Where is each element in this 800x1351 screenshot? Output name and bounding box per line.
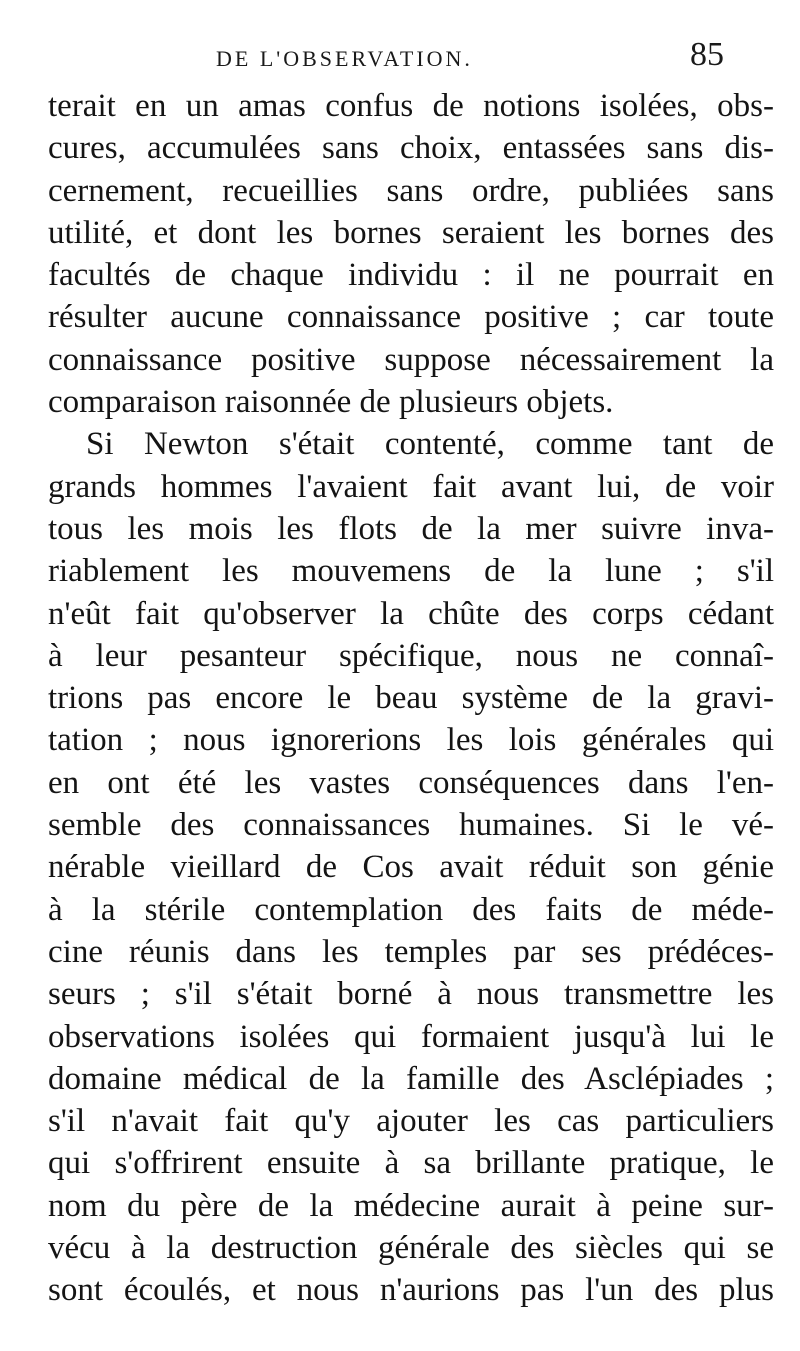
text-line: connaissance positive suppose nécessairement la (48, 341, 774, 378)
text-line: cures, accumulées sans choix, entassées sans dis- (48, 130, 774, 167)
text-line: en ont été les vastes conséquences dans l'en- (48, 764, 774, 801)
text-line: tation ; nous ignorerions les lois générales qui (48, 722, 774, 759)
text-line: nom du père de la médecine aurait à peine sur- (48, 1187, 774, 1224)
page-number: 85 (690, 36, 724, 73)
text-line: trions pas encore le beau système de la gravi- (48, 680, 774, 717)
text-line: sont écoulés, et nous n'aurions pas l'un des plus (48, 1272, 774, 1309)
text-line: grands hommes l'avaient fait avant lui, de voir (48, 468, 774, 505)
text-line: terait en un amas confus de notions isolées, obs- (48, 88, 774, 124)
text-line: à la stérile contemplation des faits de méde- (48, 891, 774, 928)
text-line: utilité, et dont les bornes seraient les bornes des (48, 214, 774, 251)
text-line: n'eût fait qu'observer la chûte des corps cédant (48, 595, 774, 632)
body-text (48, 85, 774, 1312)
text-line: domaine médical de la famille des Asclépiades ; (48, 1060, 774, 1097)
paragraph-end-line: comparaison raisonnée de plusieurs objets. (48, 384, 614, 421)
text-line: nérable vieillard de Cos avait réduit son génie (48, 849, 774, 886)
text-line: observations isolées qui formaient jusqu'à lui le (48, 1018, 774, 1055)
text-line: à leur pesanteur spécifique, nous ne connaî- (48, 637, 774, 674)
text-line: résulter aucune connaissance positive ; car toute (48, 299, 774, 336)
text-line: cernement, recueillies sans ordre, publiées sans (48, 172, 774, 209)
text-line: tous les mois les flots de la mer suivre inva- (48, 510, 774, 547)
text-line: semble des connaissances humaines. Si le vé- (48, 807, 774, 844)
running-head: DE L'OBSERVATION. (216, 46, 473, 71)
text-line: facultés de chaque individu : il ne pourrait en (48, 257, 774, 294)
text-line: s'il n'avait fait qu'y ajouter les cas particuliers (48, 1103, 774, 1140)
text-line: seurs ; s'il s'était borné à nous transmettre les (48, 976, 774, 1013)
paragraph-start-line: Si Newton s'était contenté, comme tant de (86, 426, 774, 463)
text-line: qui s'offrirent ensuite à sa brillante pratique, le (48, 1145, 774, 1182)
text-line: riablement les mouvemens de la lune ; s'il (48, 553, 774, 590)
page-header (0, 34, 800, 90)
text-line: vécu à la destruction générale des siècles qui se (48, 1230, 774, 1267)
text-line: cine réunis dans les temples par ses prédéces- (48, 933, 774, 970)
